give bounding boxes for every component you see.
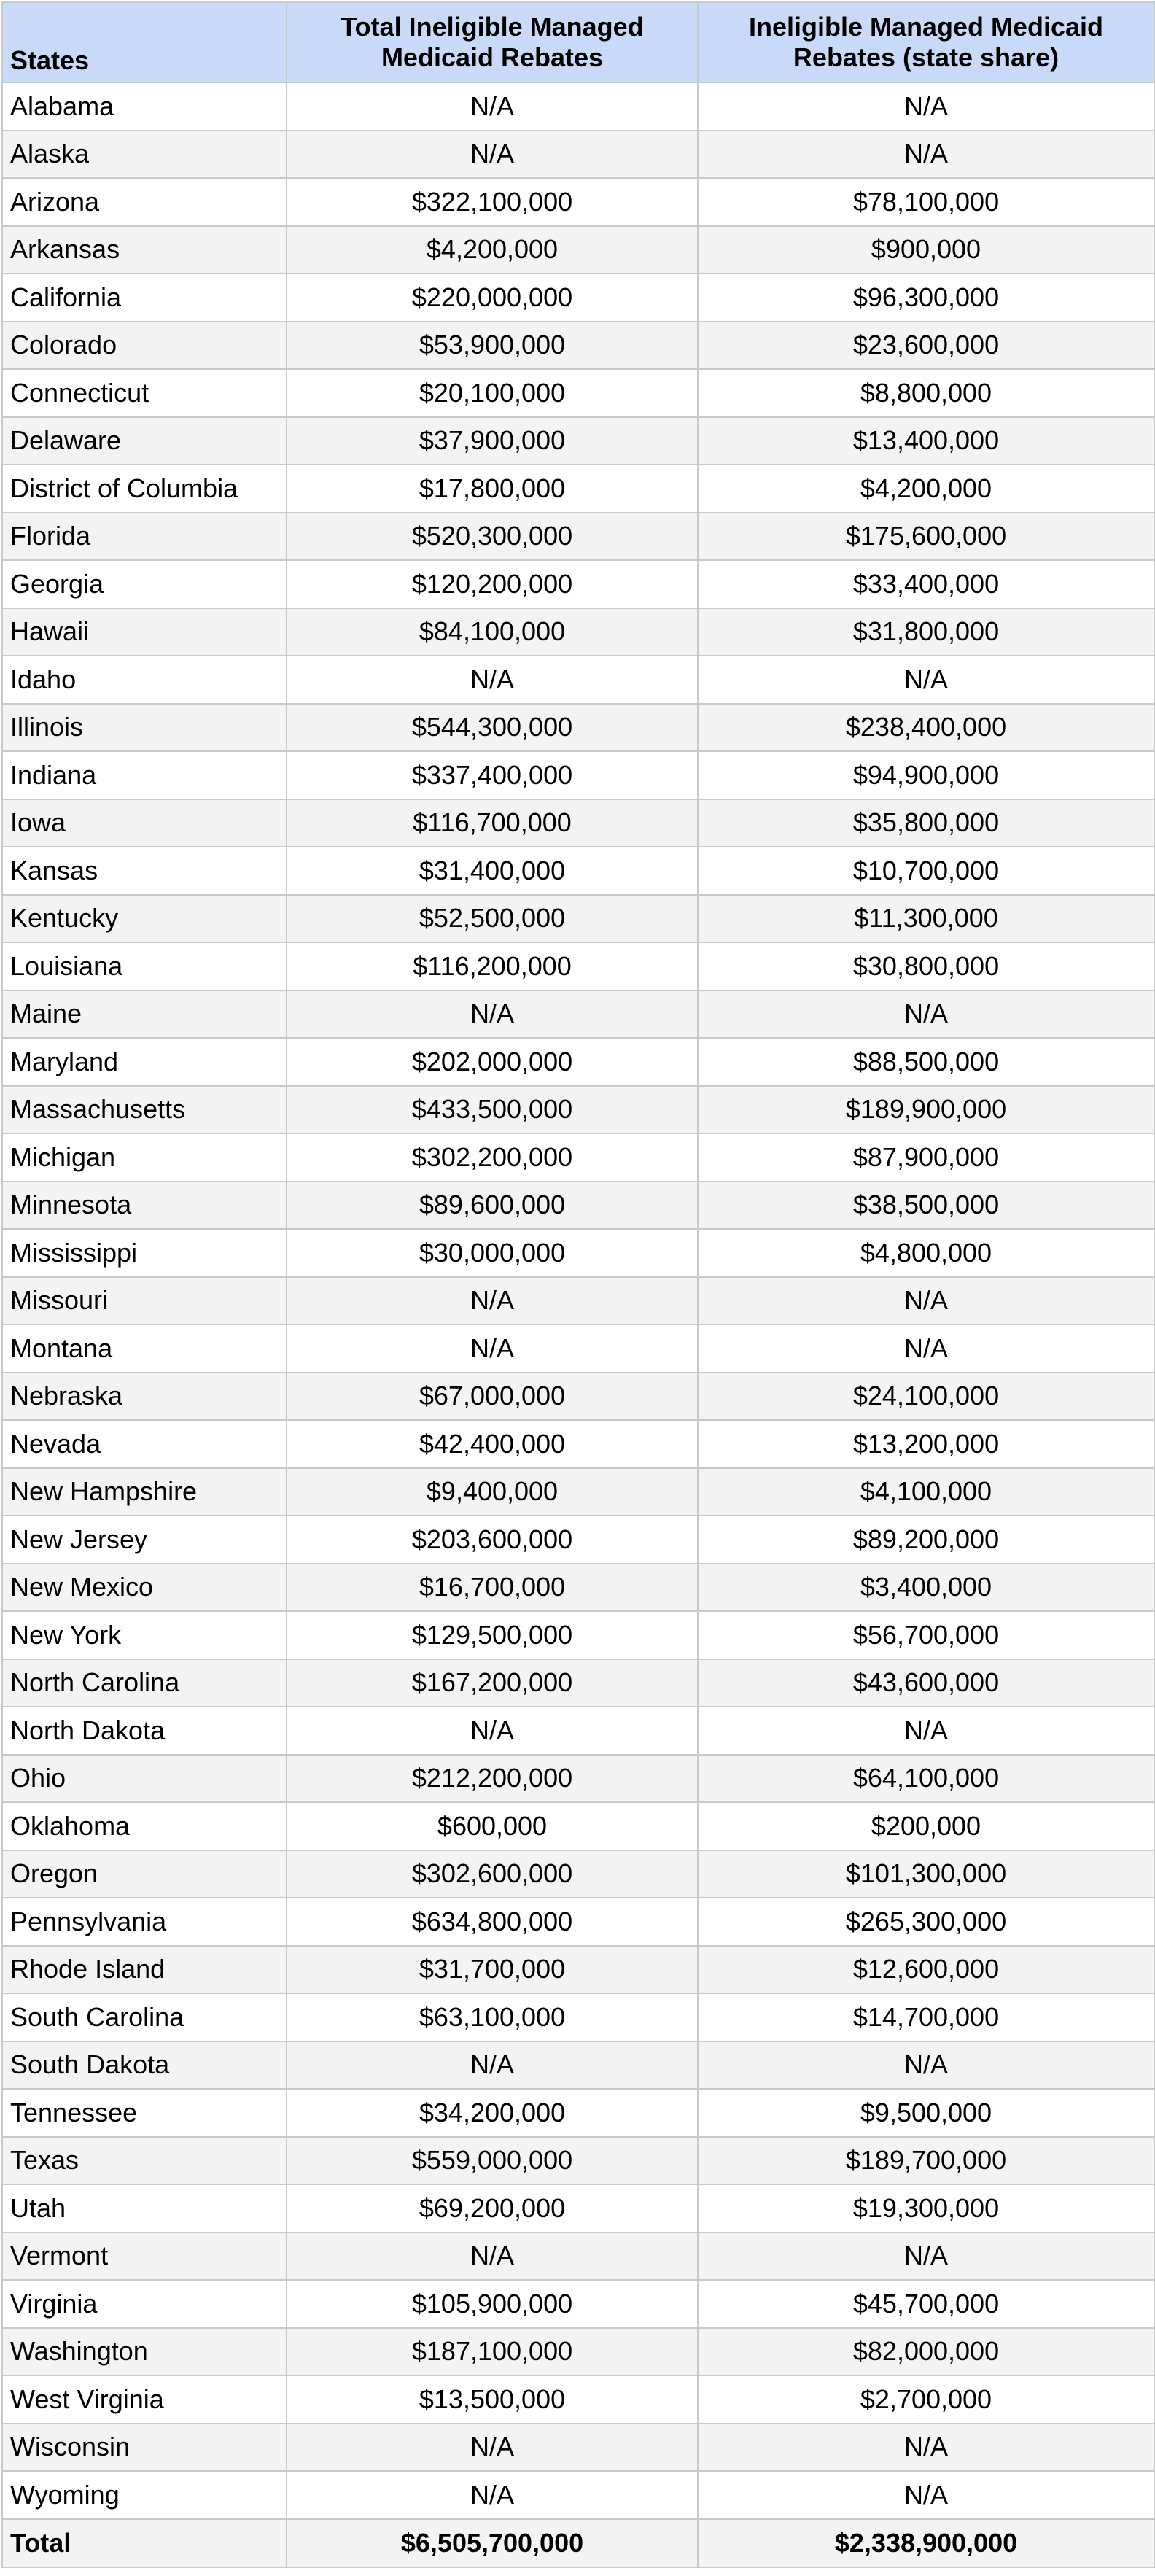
cell-state-share: N/A: [698, 990, 1154, 1039]
cell-total-rebates: $63,100,000: [287, 1993, 698, 2041]
medicaid-rebates-table: [1, 1, 1155, 2568]
cell-total-rebates: $212,200,000: [287, 1755, 698, 1803]
cell-total-rebates: $302,200,000: [287, 1133, 698, 1182]
cell-state-share: N/A: [698, 2232, 1154, 2281]
totals-row: [2, 2519, 1154, 2567]
table-row: [2, 990, 1154, 1039]
cell-state: Wisconsin: [2, 2424, 287, 2472]
cell-total-rebates: $37,900,000: [287, 417, 698, 465]
table-row: [2, 704, 1154, 752]
cell-total-rebates: $16,700,000: [287, 1564, 698, 1612]
cell-total-rebates: $634,800,000: [287, 1898, 698, 1946]
cell-total-rebates: $302,600,000: [287, 1850, 698, 1898]
cell-state-share: $3,400,000: [698, 1564, 1154, 1612]
table-row: [2, 1277, 1154, 1325]
cell-state-share: $43,600,000: [698, 1659, 1154, 1707]
cell-state-share: $900,000: [698, 226, 1154, 274]
cell-total-rebates: $187,100,000: [287, 2328, 698, 2376]
cell-state: Washington: [2, 2328, 287, 2376]
table-row: [2, 560, 1154, 608]
table-row: [2, 1898, 1154, 1946]
cell-state-share: $94,900,000: [698, 751, 1154, 799]
cell-state: Ohio: [2, 1755, 287, 1803]
cell-state-share: $33,400,000: [698, 560, 1154, 608]
cell-state: Oregon: [2, 1850, 287, 1898]
cell-state: Hawaii: [2, 608, 287, 656]
cell-state: Rhode Island: [2, 1946, 287, 1994]
table-row: [2, 1516, 1154, 1564]
table-row: [2, 608, 1154, 656]
cell-state: California: [2, 273, 287, 322]
table-row: [2, 1420, 1154, 1468]
cell-state-share: N/A: [698, 1707, 1154, 1755]
cell-total-rebates: N/A: [287, 1707, 698, 1755]
table-body: [2, 82, 1154, 2519]
table-row: [2, 465, 1154, 513]
cell-state: Virginia: [2, 2280, 287, 2328]
cell-state: Alaska: [2, 131, 287, 179]
table-row: [2, 369, 1154, 417]
cell-state: Connecticut: [2, 369, 287, 417]
cell-total-rebates: $120,200,000: [287, 560, 698, 608]
cell-total-rebates: $116,700,000: [287, 799, 698, 847]
cell-total-rebates: $544,300,000: [287, 704, 698, 752]
cell-state-share: $13,400,000: [698, 417, 1154, 465]
table-row: [2, 751, 1154, 799]
cell-total-rebates: N/A: [287, 2232, 698, 2281]
cell-state-share: $64,100,000: [698, 1755, 1154, 1803]
table-row: [2, 1659, 1154, 1707]
cell-state: District of Columbia: [2, 465, 287, 513]
cell-total-rebates: $89,600,000: [287, 1182, 698, 1230]
cell-state: Idaho: [2, 656, 287, 704]
totals-total-rebates: $6,505,700,000: [287, 2519, 698, 2567]
cell-total-rebates: $42,400,000: [287, 1420, 698, 1468]
cell-total-rebates: $13,500,000: [287, 2375, 698, 2424]
cell-state: Oklahoma: [2, 1802, 287, 1850]
cell-total-rebates: $20,100,000: [287, 369, 698, 417]
cell-state-share: $24,100,000: [698, 1373, 1154, 1421]
cell-state-share: $238,400,000: [698, 704, 1154, 752]
cell-state: North Carolina: [2, 1659, 287, 1707]
cell-total-rebates: N/A: [287, 1277, 698, 1325]
cell-state-share: N/A: [698, 656, 1154, 704]
cell-state: Tennessee: [2, 2089, 287, 2137]
cell-state: Minnesota: [2, 1182, 287, 1230]
table-row: [2, 417, 1154, 465]
cell-state-share: $13,200,000: [698, 1420, 1154, 1468]
cell-state-share: $89,200,000: [698, 1516, 1154, 1564]
cell-state: Nebraska: [2, 1373, 287, 1421]
cell-state-share: $9,500,000: [698, 2089, 1154, 2137]
table-row: [2, 1182, 1154, 1230]
cell-state: Delaware: [2, 417, 287, 465]
table-row: [2, 2089, 1154, 2137]
cell-total-rebates: $433,500,000: [287, 1086, 698, 1134]
cell-state-share: N/A: [698, 2424, 1154, 2472]
table-row: [2, 226, 1154, 274]
cell-state: Wyoming: [2, 2471, 287, 2519]
table-row: [2, 2137, 1154, 2185]
cell-state: Alabama: [2, 82, 287, 131]
cell-total-rebates: $4,200,000: [287, 226, 698, 274]
table-row: [2, 322, 1154, 370]
cell-state: Louisiana: [2, 942, 287, 990]
cell-state-share: N/A: [698, 1324, 1154, 1373]
cell-state-share: $265,300,000: [698, 1898, 1154, 1946]
cell-total-rebates: $105,900,000: [287, 2280, 698, 2328]
cell-state: Kansas: [2, 847, 287, 895]
table-row: [2, 2375, 1154, 2424]
cell-state: Indiana: [2, 751, 287, 799]
cell-state: Pennsylvania: [2, 1898, 287, 1946]
cell-total-rebates: N/A: [287, 2471, 698, 2519]
table-row: [2, 1086, 1154, 1134]
cell-state-share: N/A: [698, 1277, 1154, 1325]
table-row: [2, 1324, 1154, 1373]
table-row: [2, 895, 1154, 943]
cell-state-share: $189,900,000: [698, 1086, 1154, 1134]
cell-state: Nevada: [2, 1420, 287, 1468]
cell-state: Michigan: [2, 1133, 287, 1182]
cell-state: Maryland: [2, 1038, 287, 1086]
cell-state: New Mexico: [2, 1564, 287, 1612]
table-row: [2, 2424, 1154, 2472]
cell-total-rebates: $202,000,000: [287, 1038, 698, 1086]
cell-state: South Carolina: [2, 1993, 287, 2041]
cell-state-share: $30,800,000: [698, 942, 1154, 990]
cell-state-share: $45,700,000: [698, 2280, 1154, 2328]
cell-state: Massachusetts: [2, 1086, 287, 1134]
cell-state-share: $35,800,000: [698, 799, 1154, 847]
cell-state: Utah: [2, 2184, 287, 2232]
cell-state: Vermont: [2, 2232, 287, 2281]
table-row: [2, 2280, 1154, 2328]
header-states: States: [2, 2, 287, 82]
cell-total-rebates: $67,000,000: [287, 1373, 698, 1421]
cell-state: Missouri: [2, 1277, 287, 1325]
cell-state-share: $19,300,000: [698, 2184, 1154, 2232]
table-row: [2, 1802, 1154, 1850]
table-row: [2, 847, 1154, 895]
cell-total-rebates: N/A: [287, 1324, 698, 1373]
cell-total-rebates: $84,100,000: [287, 608, 698, 656]
table-row: [2, 2328, 1154, 2376]
cell-state: South Dakota: [2, 2041, 287, 2090]
cell-state-share: $88,500,000: [698, 1038, 1154, 1086]
cell-state: Arizona: [2, 178, 287, 226]
cell-total-rebates: N/A: [287, 131, 698, 179]
table-row: [2, 131, 1154, 179]
cell-total-rebates: $167,200,000: [287, 1659, 698, 1707]
table-row: [2, 1850, 1154, 1898]
cell-state: Mississippi: [2, 1229, 287, 1277]
cell-state: Iowa: [2, 799, 287, 847]
cell-total-rebates: $53,900,000: [287, 322, 698, 370]
cell-total-rebates: $203,600,000: [287, 1516, 698, 1564]
cell-state-share: $11,300,000: [698, 895, 1154, 943]
table-row: [2, 82, 1154, 131]
cell-total-rebates: $30,000,000: [287, 1229, 698, 1277]
table-row: [2, 1373, 1154, 1421]
cell-total-rebates: $31,400,000: [287, 847, 698, 895]
cell-total-rebates: $34,200,000: [287, 2089, 698, 2137]
cell-state-share: $101,300,000: [698, 1850, 1154, 1898]
cell-total-rebates: $52,500,000: [287, 895, 698, 943]
table-row: [2, 1133, 1154, 1182]
table-row: [2, 1707, 1154, 1755]
cell-total-rebates: $520,300,000: [287, 513, 698, 561]
cell-state-share: $12,600,000: [698, 1946, 1154, 1994]
totals-state-share: $2,338,900,000: [698, 2519, 1154, 2567]
cell-state-share: $200,000: [698, 1802, 1154, 1850]
table-row: [2, 799, 1154, 847]
table-row: [2, 656, 1154, 704]
cell-state-share: $87,900,000: [698, 1133, 1154, 1182]
cell-state-share: $82,000,000: [698, 2328, 1154, 2376]
table-row: [2, 1564, 1154, 1612]
cell-total-rebates: N/A: [287, 82, 698, 131]
table-row: [2, 942, 1154, 990]
cell-total-rebates: $559,000,000: [287, 2137, 698, 2185]
cell-state: Colorado: [2, 322, 287, 370]
cell-total-rebates: $220,000,000: [287, 273, 698, 322]
cell-state-share: $31,800,000: [698, 608, 1154, 656]
cell-state: New Hampshire: [2, 1468, 287, 1516]
cell-state: Florida: [2, 513, 287, 561]
cell-state-share: $4,100,000: [698, 1468, 1154, 1516]
cell-total-rebates: $337,400,000: [287, 751, 698, 799]
cell-state-share: $96,300,000: [698, 273, 1154, 322]
cell-state-share: N/A: [698, 2471, 1154, 2519]
cell-state-share: N/A: [698, 131, 1154, 179]
cell-total-rebates: $69,200,000: [287, 2184, 698, 2232]
cell-total-rebates: N/A: [287, 990, 698, 1039]
table-row: [2, 273, 1154, 322]
cell-state-share: $175,600,000: [698, 513, 1154, 561]
table-row: [2, 1611, 1154, 1659]
cell-state-share: $10,700,000: [698, 847, 1154, 895]
cell-state: Texas: [2, 2137, 287, 2185]
cell-state: Maine: [2, 990, 287, 1039]
header-total-rebates: Total Ineligible Managed Medicaid Rebates: [287, 2, 698, 82]
cell-state: Georgia: [2, 560, 287, 608]
cell-state-share: $78,100,000: [698, 178, 1154, 226]
cell-total-rebates: N/A: [287, 656, 698, 704]
cell-state: New Jersey: [2, 1516, 287, 1564]
cell-state-share: $14,700,000: [698, 1993, 1154, 2041]
header-row: [2, 2, 1154, 82]
cell-state-share: $189,700,000: [698, 2137, 1154, 2185]
table-row: [2, 2184, 1154, 2232]
cell-state: New York: [2, 1611, 287, 1659]
cell-total-rebates: $17,800,000: [287, 465, 698, 513]
cell-total-rebates: N/A: [287, 2424, 698, 2472]
cell-total-rebates: $600,000: [287, 1802, 698, 1850]
cell-total-rebates: $129,500,000: [287, 1611, 698, 1659]
cell-state: North Dakota: [2, 1707, 287, 1755]
cell-state-share: $8,800,000: [698, 369, 1154, 417]
table-row: [2, 2471, 1154, 2519]
cell-state-share: $4,200,000: [698, 465, 1154, 513]
table-row: [2, 178, 1154, 226]
totals-label: Total: [2, 2519, 287, 2567]
table-row: [2, 1755, 1154, 1803]
table-row: [2, 1229, 1154, 1277]
header-state-share: Ineligible Managed Medicaid Rebates (state share): [698, 2, 1154, 82]
cell-state-share: N/A: [698, 82, 1154, 131]
cell-total-rebates: $31,700,000: [287, 1946, 698, 1994]
cell-total-rebates: N/A: [287, 2041, 698, 2090]
cell-state-share: $23,600,000: [698, 322, 1154, 370]
cell-state-share: $2,700,000: [698, 2375, 1154, 2424]
cell-state-share: $4,800,000: [698, 1229, 1154, 1277]
table-row: [2, 1993, 1154, 2041]
cell-state: Arkansas: [2, 226, 287, 274]
cell-total-rebates: $9,400,000: [287, 1468, 698, 1516]
cell-state: Illinois: [2, 704, 287, 752]
table-row: [2, 2232, 1154, 2281]
cell-state: West Virginia: [2, 2375, 287, 2424]
cell-state: Montana: [2, 1324, 287, 1373]
table-row: [2, 513, 1154, 561]
cell-state: Kentucky: [2, 895, 287, 943]
table-row: [2, 1468, 1154, 1516]
cell-total-rebates: $322,100,000: [287, 178, 698, 226]
table-row: [2, 1946, 1154, 1994]
table-row: [2, 1038, 1154, 1086]
cell-state-share: $56,700,000: [698, 1611, 1154, 1659]
table-row: [2, 2041, 1154, 2090]
cell-total-rebates: $116,200,000: [287, 942, 698, 990]
cell-state-share: $38,500,000: [698, 1182, 1154, 1230]
cell-state-share: N/A: [698, 2041, 1154, 2090]
